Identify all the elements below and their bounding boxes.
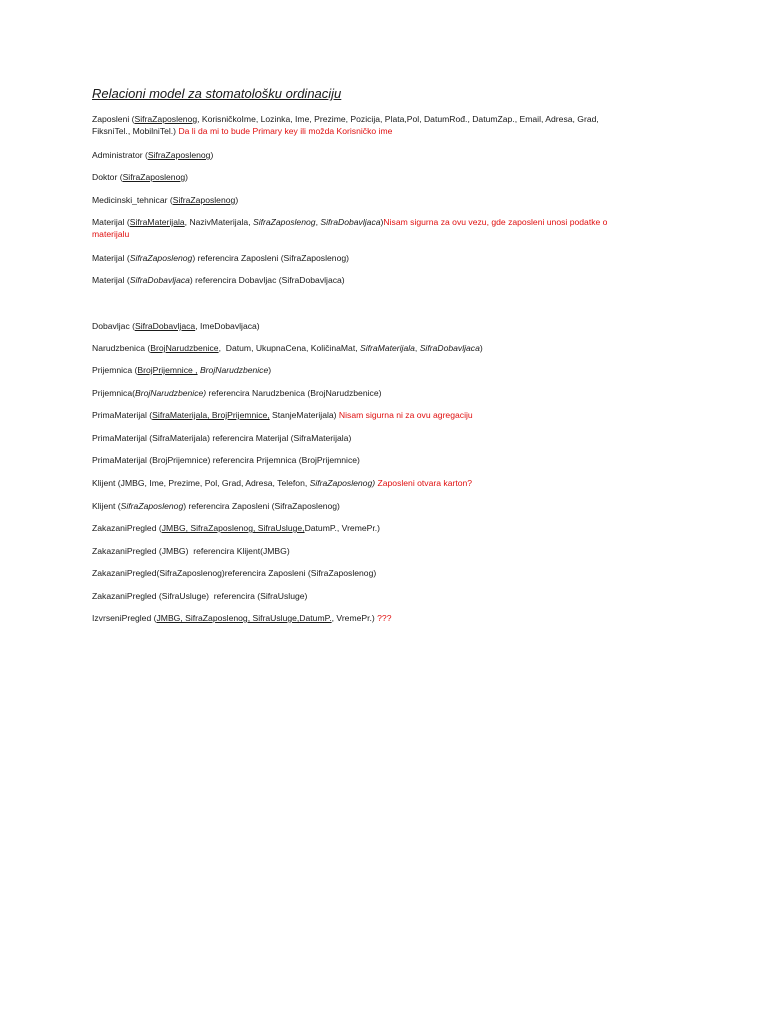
text-line <box>92 522 672 534</box>
text-segment: BrojNarudzbenice <box>199 365 269 375</box>
paragraph <box>92 274 672 286</box>
paragraph <box>92 454 672 466</box>
text-segment: PrimaMaterijal ( <box>92 410 153 420</box>
text-segment: JMBG, SifraZaposlenog, SifraUsluge,DatumP. <box>156 613 332 623</box>
text-segment: ) <box>479 343 483 353</box>
text-line <box>92 454 672 466</box>
text-segment: IzvrseniPregled ( <box>92 613 157 623</box>
paragraph <box>92 567 672 579</box>
paragraph <box>92 320 672 332</box>
text-segment: ) referencira Dobavljac (SifraDobavljaca) <box>189 275 345 285</box>
text-segment: referencira Narudzbenica (BrojNarudzbenice) <box>206 388 382 398</box>
text-segment: SifraZaposlenog <box>147 150 211 160</box>
text-segment: SifraMaterijala <box>359 343 415 353</box>
text-segment: Materijal ( <box>92 217 130 227</box>
text-segment: , ImeDobavljaca) <box>195 321 260 331</box>
text-line <box>92 125 672 137</box>
text-segment: ) referencira Zaposleni (SifraZaposlenog) <box>183 501 340 511</box>
text-segment: ) <box>185 172 189 182</box>
text-line <box>92 228 672 240</box>
text-segment: SifraZaposlenog <box>172 195 236 205</box>
text-segment: Prijemnica ( <box>92 365 138 375</box>
text-segment: ZakazaniPregled ( <box>92 523 162 533</box>
paragraph <box>92 216 672 240</box>
text-line <box>92 274 672 286</box>
text-line <box>92 252 672 264</box>
text-segment: SifraZaposlenog) <box>309 478 376 488</box>
text-line <box>92 216 672 228</box>
text-line <box>92 149 672 161</box>
comment-text: Zaposleni otvara karton? <box>377 478 473 488</box>
text-line <box>92 342 672 354</box>
text-line <box>92 545 672 557</box>
text-segment: Materijal ( <box>92 275 130 285</box>
text-line <box>92 171 672 183</box>
text-segment: SifraMaterijala <box>129 217 185 227</box>
text-segment: , <box>414 343 420 353</box>
comment-text: materijalu <box>92 229 130 239</box>
text-segment: SifraZaposlenog <box>129 253 193 263</box>
text-segment: SifraDobavljaca <box>419 343 480 353</box>
text-line <box>92 387 672 399</box>
text-line <box>92 194 672 206</box>
comment-text: ??? <box>377 613 392 623</box>
text-segment: FiksniTel., MobilniTel.) <box>92 126 179 136</box>
comment-text: Nisam sigurna za ovu vezu, gde zaposleni unosi podatke o <box>383 217 608 227</box>
text-segment: , <box>315 217 321 227</box>
paragraph <box>92 612 672 624</box>
text-line <box>92 477 672 489</box>
text-segment: SifraZaposlenog <box>122 172 186 182</box>
text-line <box>92 590 672 602</box>
text-line <box>92 113 672 125</box>
paragraph <box>92 364 672 376</box>
text-segment: ZakazaniPregled(SifraZaposlenog)referencira Zaposleni (SifraZaposlenog) <box>92 568 377 578</box>
document-title: Relacioni model za stomatološku ordinaciju <box>92 86 342 101</box>
comment-text: Da li da mi to bude Primary key ili možda Korisničko ime <box>178 126 393 136</box>
text-line <box>92 409 672 421</box>
comment-text: Nisam sigurna ni za ovu agregaciju <box>338 410 473 420</box>
paragraph <box>92 590 672 602</box>
text-line <box>92 612 672 624</box>
text-segment: SifraDobavljaca <box>135 321 196 331</box>
text-segment: SifraZaposlenog <box>252 217 316 227</box>
paragraph <box>92 432 672 444</box>
text-segment: ) referencira Zaposleni (SifraZaposlenog) <box>192 253 349 263</box>
text-segment: Administrator ( <box>92 150 148 160</box>
text-segment: SifraZaposlenog <box>120 501 184 511</box>
text-line <box>92 432 672 444</box>
text-segment: ) <box>235 195 239 205</box>
text-segment: ZakazaniPregled (JMBG) referencira Klijent(JMBG) <box>92 546 290 556</box>
paragraph <box>92 500 672 512</box>
text-segment: ) <box>210 150 214 160</box>
paragraph <box>92 545 672 557</box>
paragraph <box>92 522 672 534</box>
paragraph <box>92 252 672 264</box>
text-segment: JMBG, SifraZaposlenog, SifraUsluge, <box>161 523 305 533</box>
text-segment: Klijent (JMBG, Ime, Prezime, Pol, Grad, Adresa, Telefon, <box>92 478 310 488</box>
text-segment: BrojNarudzbenice <box>150 343 219 353</box>
paragraph <box>92 477 672 489</box>
text-segment: , NazivMaterijala, <box>184 217 253 227</box>
paragraph <box>92 149 672 161</box>
text-line <box>92 320 672 332</box>
text-segment: Narudzbenica ( <box>92 343 151 353</box>
text-segment: , KorisničkoIme, Lozinka, Ime, Prezime, Pozicija, Plata,Pol, DatumRođ., DatumZap., Email, Adresa, Grad, <box>197 114 599 124</box>
text-segment: Zaposleni ( <box>92 114 135 124</box>
text-segment: Prijemnica( <box>92 388 135 398</box>
text-line <box>92 364 672 376</box>
text-segment: BrojNarudzbenice) <box>134 388 207 398</box>
paragraph <box>92 387 672 399</box>
text-segment: PrimaMaterijal (BrojPrijemnice) referencira Prijemnica (BrojPrijemnice) <box>92 455 360 465</box>
paragraph <box>92 409 672 421</box>
text-line <box>92 567 672 579</box>
paragraph <box>92 113 672 137</box>
text-segment: ) <box>380 217 384 227</box>
text-segment: StanjeMaterijala) <box>269 410 339 420</box>
paragraph <box>92 171 672 183</box>
text-segment: BrojPrijemnice , <box>137 365 198 375</box>
text-segment: SifraMaterijala, BrojPrijemnice, <box>152 410 270 420</box>
text-segment: SifraDobavljaca <box>320 217 381 227</box>
text-segment: Medicinski_tehnicar ( <box>92 195 173 205</box>
text-segment: PrimaMaterijal (SifraMaterijala) referencira Materijal (SifraMaterijala) <box>92 433 352 443</box>
text-segment: , Datum, UkupnaCena, KoličinaMat, <box>218 343 360 353</box>
text-segment: Doktor ( <box>92 172 123 182</box>
text-segment: ZakazaniPregled (SifraUsluge) referencira (SifraUsluge) <box>92 591 308 601</box>
text-segment: ) <box>268 365 272 375</box>
paragraph <box>92 194 672 206</box>
paragraph <box>92 342 672 354</box>
text-segment: Materijal ( <box>92 253 130 263</box>
text-segment: Klijent ( <box>92 501 121 511</box>
text-segment: DatumP., VremePr.) <box>304 523 381 533</box>
text-segment: SifraDobavljaca <box>129 275 190 285</box>
text-line <box>92 500 672 512</box>
text-segment: , VremePr.) <box>331 613 378 623</box>
text-segment: SifraZaposlenog <box>134 114 198 124</box>
text-segment: Dobavljac ( <box>92 321 135 331</box>
